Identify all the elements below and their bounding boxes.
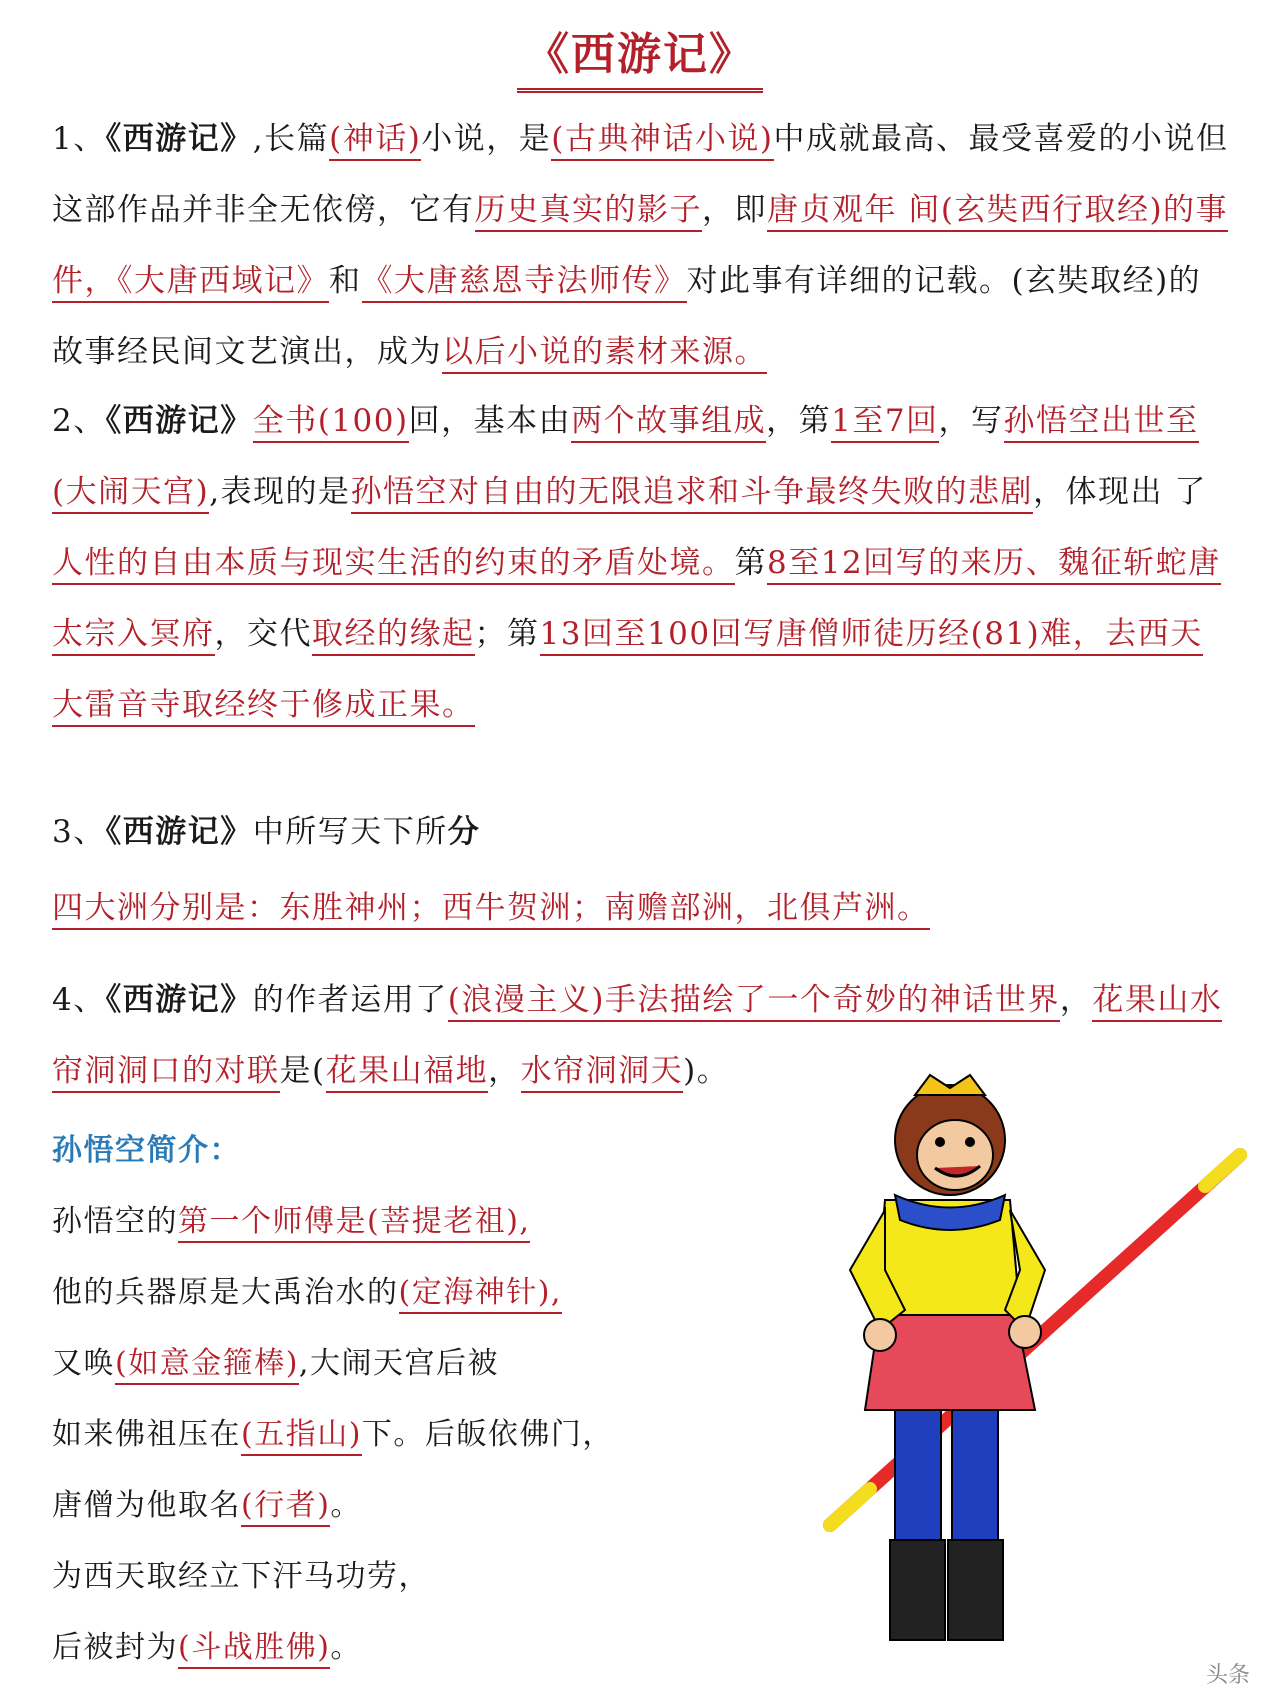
intro-answer: (五指山) xyxy=(241,1417,362,1456)
intro-line-6 xyxy=(52,1551,430,1595)
p3-num: 3、 xyxy=(52,814,106,850)
paragraph-2 xyxy=(52,386,1232,741)
p3-text: 中所写天下所 xyxy=(252,814,448,850)
page-title xyxy=(0,18,1280,93)
p2-answer: 人性的自由本质与现实生活的约束的矛盾处境。 xyxy=(52,545,735,585)
p1-answer: 唐贞观年 间(玄奘西行取经)的事件，《大唐西域记》 xyxy=(52,192,1228,303)
intro-answer: (定海神针), xyxy=(399,1275,562,1314)
intro-line-7 xyxy=(52,1622,362,1666)
paragraph-1 xyxy=(52,104,1232,388)
intro-line-3 xyxy=(52,1338,499,1382)
p2-answer: 8至12回写的来历、魏征斩蛇唐太宗入冥府 xyxy=(52,545,1221,656)
staff-end-icon xyxy=(1205,1155,1240,1186)
p2-answer: 全书(100) xyxy=(253,403,409,443)
p1-answer: 历史真实的影子 xyxy=(475,192,703,232)
intro-heading-text: 孙悟空简介： xyxy=(52,1133,241,1168)
intro-line-2 xyxy=(52,1267,562,1311)
p4-text: )。 xyxy=(683,1053,730,1089)
p4-num: 4、 xyxy=(52,982,106,1018)
p1-answer: (神话) xyxy=(329,121,421,161)
p1-text: 小说，是 xyxy=(421,121,552,157)
p1-book: 《西游记》 xyxy=(105,121,253,157)
intro-text: 如来佛祖压在 xyxy=(52,1417,241,1452)
p2-answer: 1至7回 xyxy=(831,403,938,443)
intro-text: 他的兵器原是大禹治水的 xyxy=(52,1275,399,1310)
intro-text: 唐僧为他取名 xyxy=(52,1488,241,1523)
p2-text: ,表现的是 xyxy=(209,474,351,510)
p3-book: 《西游记》 xyxy=(105,814,253,850)
p1-num: 1、 xyxy=(52,121,106,157)
p2-text: ，第 xyxy=(766,403,832,439)
p1-answer: 《大唐慈恩寺法师传》 xyxy=(362,263,687,303)
p2-text: ，写 xyxy=(938,403,1004,439)
p2-answer: 孙悟空对自由的无限追求和斗争最终失败的悲剧 xyxy=(351,474,1034,514)
p2-text: 第 xyxy=(734,545,767,581)
intro-text: 又唤 xyxy=(52,1346,115,1381)
intro-heading xyxy=(52,1125,241,1169)
intro-text: 下。后皈依佛门， xyxy=(361,1417,614,1452)
p1-answer: (古典神话小说) xyxy=(551,121,773,161)
staff-end-icon xyxy=(830,1489,870,1525)
p4-text: 是( xyxy=(279,1053,326,1089)
p1-text: 对此事有详细的记载。(玄奘取经)的故事经民间文艺演出，成为 xyxy=(52,263,1202,370)
paragraph-3-answer xyxy=(52,873,1232,944)
p2-book: 《西游记》 xyxy=(105,403,253,439)
p2-text: ，体现出 了 xyxy=(1033,474,1207,510)
p2-text: ，交代 xyxy=(214,616,312,652)
p2-answer: 孙悟空出世至(大闹天宫) xyxy=(52,403,1199,514)
p4-answer: (浪漫主义)手法描绘了一个奇妙的神话世界 xyxy=(448,982,1060,1022)
intro-text: 为西天取经立下汗马功劳， xyxy=(52,1559,430,1594)
p4-text: ， xyxy=(488,1053,521,1089)
p4-answer: 水帘洞洞天 xyxy=(521,1053,684,1093)
intro-text: 孙悟空的 xyxy=(52,1204,178,1239)
intro-answer: 第一个师傅是(菩提老祖), xyxy=(178,1204,530,1243)
watermark: 头条 xyxy=(1205,1663,1250,1688)
intro-line-5 xyxy=(52,1480,362,1524)
p2-answer: 两个故事组成 xyxy=(571,403,766,443)
intro-text: 后被封为 xyxy=(52,1630,178,1665)
intro-text: 。 xyxy=(330,1630,362,1665)
p3-answer: 四大洲分别是：东胜神州；西牛贺洲；南赡部洲，北俱芦洲。 xyxy=(52,890,930,930)
p4-answer: 花果山福地 xyxy=(326,1053,489,1093)
p2-answer: 13回至100回写唐僧师徒历经(81)难，去西天大雷音寺取经终于修成正果。 xyxy=(52,616,1203,727)
p1-text: ,长篇 xyxy=(252,121,330,157)
p2-answer: 取经的缘起 xyxy=(312,616,475,656)
intro-answer: (行者) xyxy=(241,1488,330,1527)
p4-answer: 花果山水帘洞洞口的对联 xyxy=(52,982,1222,1093)
p3-text-bold: 分 xyxy=(447,814,481,850)
p1-answer: 以后小说的素材来源。 xyxy=(442,334,767,374)
p4-text: 的作者运用了 xyxy=(252,982,448,1018)
intro-text: ,大闹天宫后被 xyxy=(298,1346,499,1381)
title-text: 《西游记》 xyxy=(517,18,763,93)
p1-text: 中成就最高、最受喜爱的小说但这部作品并非全无依傍，它有 xyxy=(52,121,1229,228)
intro-answer: (如意金箍棒) xyxy=(115,1346,299,1385)
intro-answer: (斗战胜佛) xyxy=(178,1630,330,1669)
intro-line-1 xyxy=(52,1196,530,1240)
sun-wukong-illustration xyxy=(810,1070,1260,1650)
paragraph-3 xyxy=(52,797,1232,868)
p4-book: 《西游记》 xyxy=(105,982,253,1018)
intro-text: 。 xyxy=(330,1488,362,1523)
p1-text: 和 xyxy=(329,263,362,299)
p4-text: ， xyxy=(1059,982,1093,1018)
intro-line-4 xyxy=(52,1409,614,1453)
p2-text: 回，基本由 xyxy=(408,403,572,439)
p2-num: 2、 xyxy=(52,403,106,439)
p1-text: ，即 xyxy=(702,192,767,228)
p2-text: ；第 xyxy=(474,616,540,652)
